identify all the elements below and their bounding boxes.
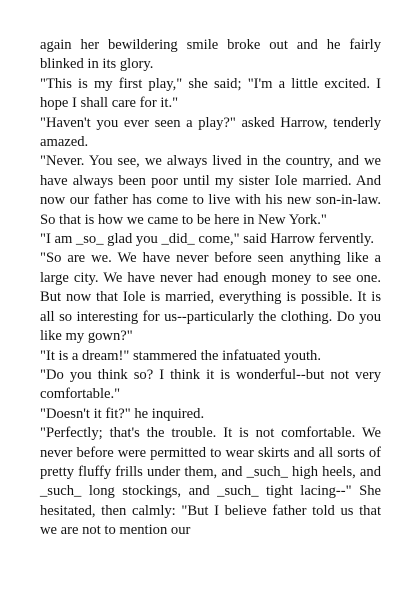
paragraph: "Perfectly; that's the trouble. It is not comfortable. We never before were permitted to wear skirts and all sorts of pretty fluffy frills under them, and _such_ high heels, and _such_ long stockings, and _such_ tight lacing--" She hesitated, then calmly: "But I believe father told us that we are not to mention our [40, 425, 381, 539]
paragraph: "Never. You see, we always lived in the country, and we have always been poor until my sister Iole married. And now our father has come to live with his new son-in-law. So that is how we came to be here in New York." [40, 153, 381, 228]
paragraph: "Haven't you ever seen a play?" asked Harrow, tenderly amazed. [40, 114, 381, 151]
page-text [40, 36, 381, 541]
paragraph: "This is my first play," she said; "I'm a little excited. I hope I shall care for it." [40, 75, 381, 112]
paragraph: "So are we. We have never before seen anything like a large city. We have never had enough money to see one. But now that Iole is married, everything is possible. It is all so interesting for us--particularly the clothing. Do you like my gown?" [40, 250, 381, 345]
paragraph: again her bewildering smile broke out and he fairly blinked in its glory. [40, 37, 381, 73]
paragraph: "I am _so_ glad you _did_ come," said Harrow fervently. [40, 231, 374, 248]
paragraph: "Do you think so? I think it is wonderful--but not very comfortable." [40, 366, 381, 403]
paragraph: "Doesn't it fit?" he inquired. [40, 405, 205, 422]
paragraph: "It is a dream!" stammered the infatuated youth. [40, 347, 321, 364]
